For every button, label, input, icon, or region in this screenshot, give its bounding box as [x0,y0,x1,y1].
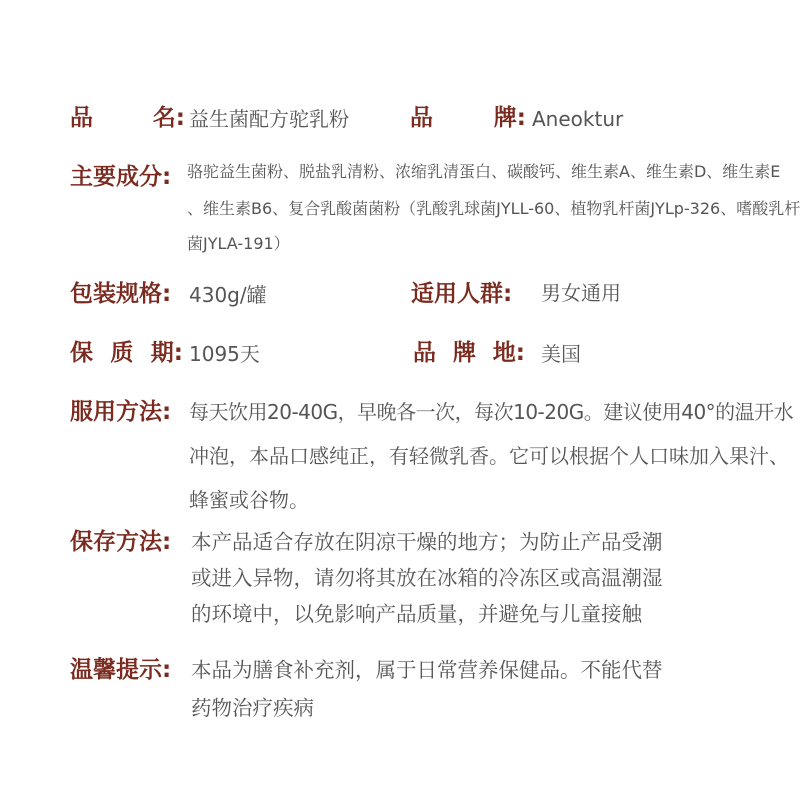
storage-line-3: 的环境中，以免影响产品质量，并避免与儿童接触 [191,602,642,626]
ingredients-line-1: 骆驼益生菌粉、脱盐乳清粉、浓缩乳清蛋白、碳酸钙、维生素A、维生素D、维生素E [187,162,781,181]
shelf-life-label [70,338,183,368]
usage-line-3: 蜂蜜或谷物。 [189,488,309,512]
usage-line-1: 每天饮用20-40G，早晚各一次，每次10-20G。建议使用40°的温开水 [189,400,794,424]
brand-value: Aneoktur [532,107,624,131]
origin-label-colon: : [515,340,525,366]
ingredients-line-2: 、维生素B6、复合乳酸菌菌粉（乳酸乳球菌JYLL-60、植物乳杆菌JYLp-326、嗜酸乳杆 [187,199,800,218]
product-name-label-colon: : [175,105,185,131]
storage-line-1: 本产品适合存放在阴凉干燥的地方；为防止产品受潮 [191,530,663,554]
usage-label: 服用方法: [70,399,172,425]
origin-label-char-1: 品 [413,340,436,366]
tips-line-1: 本品为膳食补充剂，属于日常营养保健品。不能代替 [191,658,663,682]
storage-label: 保存方法: [70,529,172,555]
origin-label-char-3: 地 [492,340,516,366]
shelf-life-label-colon: : [173,340,183,366]
storage-line-2: 或进入异物，请勿将其放在冰箱的冷冻区或高温潮湿 [191,566,663,590]
product-name-label-char-1: 品 [70,105,93,131]
audience-value: 男女通用 [541,281,621,305]
shelf-life-label-char-3: 期 [150,340,174,366]
ingredients-label: 主要成分: [70,164,172,190]
product-name-value: 益生菌配方驼乳粉 [189,107,349,131]
brand-label-colon: : [516,105,526,131]
product-name-label [70,103,185,133]
origin-label-char-2: 牌 [452,340,476,366]
package-label: 包装规格: [70,281,172,307]
audience-label: 适用人群: [411,281,513,307]
brand-label-char-1: 品 [410,105,433,131]
origin-value: 美国 [541,342,581,366]
shelf-life-value: 1095天 [189,342,260,366]
tips-line-2: 药物治疗疾病 [191,696,314,720]
package-value: 430g/罐 [189,283,267,307]
origin-label [413,338,525,368]
usage-line-2: 冲泡，本品口感纯正，有轻微乳香。它可以根据个人口味加入果汁、 [189,444,789,468]
brand-label-char-2: 牌 [493,105,517,131]
tips-label: 温馨提示: [70,657,172,683]
shelf-life-label-char-1: 保 [70,340,93,366]
ingredients-line-3: 菌JYLA-191） [187,234,290,253]
shelf-life-label-char-2: 质 [110,340,134,366]
product-name-label-char-2: 名 [152,105,176,131]
brand-label [410,103,526,133]
